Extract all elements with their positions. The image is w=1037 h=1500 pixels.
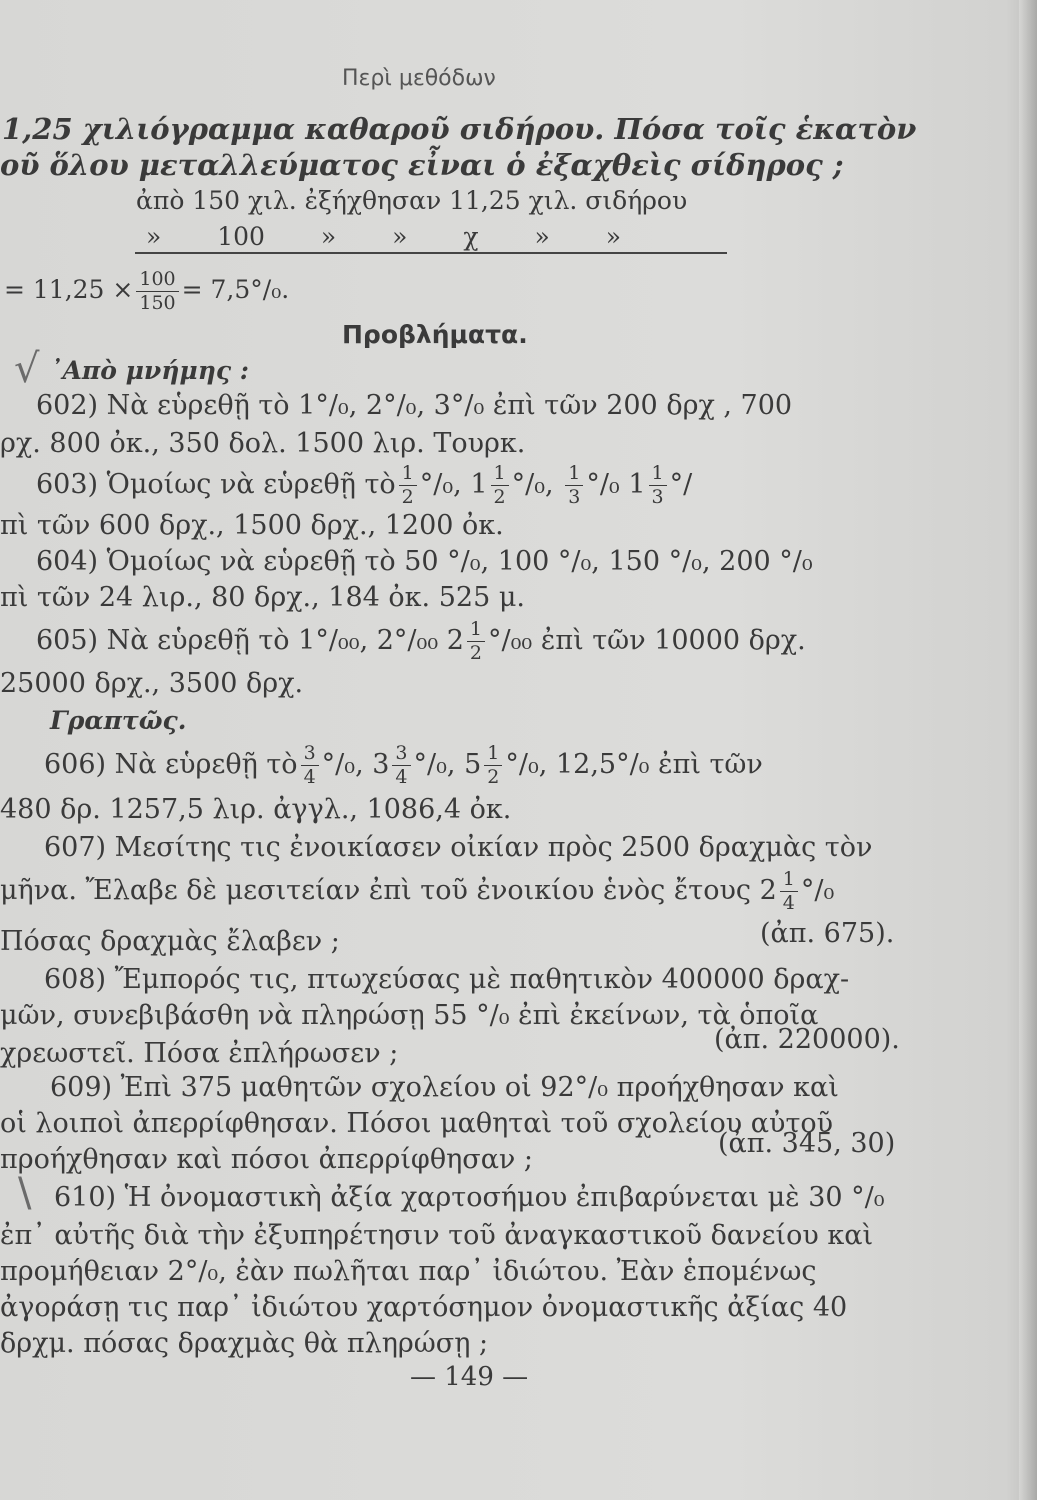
text-line: 609) Ἐπὶ 375 μαθητῶν σχολείου οἱ 92°/₀ προήχθησαν καὶ (50, 1072, 839, 1103)
text-line: 610) Ἡ ὀνομαστικὴ ἀξία χαρτοσήμου ἐπιβαρύνεται μὲ 30 °/₀ (54, 1182, 885, 1213)
fraction: $\frac{3}{4}$ (301, 744, 319, 787)
text-line: οῦ ὅλου μεταλλεύματος εἶναι ὁ ἐξαχθεὶς σίδηρος ; (0, 148, 844, 182)
answer: (ἀπ. 345, 30) (718, 1128, 896, 1159)
fraction: $\frac{1}{2}$ (467, 620, 485, 663)
text-line: » 100 » » χ » » (146, 222, 622, 251)
running-head: Περὶ μεθόδων (342, 66, 496, 91)
text-line: ἀγοράσῃ τις παρ᾿ ἰδιώτου χαρτόσημον ὀνομαστικῆς ἀξίας 40 (0, 1292, 848, 1323)
formula-right: = 7,5°/₀. (181, 275, 290, 304)
text-line: 607) Μεσίτης τις ἐνοικίασεν οἰκίαν πρὸς 2500 δραχμὰς τὸν (44, 832, 873, 863)
text-line: δρχμ. πόσας δραχμὰς θὰ πληρώσῃ ; (0, 1328, 489, 1359)
page-number: — 149 — (410, 1362, 529, 1392)
text-line: ἀπὸ 150 χιλ. ἐξήχθησαν 11,25 χιλ. σιδήρου (136, 186, 688, 215)
fraction: $\frac{1}{4}$ (780, 870, 798, 913)
text-line: μῆνα. Ἔλαβε δὲ μεσιτείαν ἐπὶ τοῦ ἐνοικίου ἑνὸς ἔτους 2 $\frac{1}{4}$ °/₀ (0, 868, 835, 914)
text-line: 606) Νὰ εὑρεθῇ τὸ $\frac{3}{4}$ °/₀, 3 $\frac{3}{4}$ °/₀, 5 $\frac{1}{2}$ °/₀, 12,5°/₀ ἐπὶ τῶν (44, 742, 763, 788)
text-line: πὶ τῶν 600 δρχ., 1500 δρχ., 1200 ὀκ. (0, 510, 504, 541)
fraction: $\frac{1}{3}$ (649, 464, 667, 507)
text-line: 25000 δρχ., 3500 δρχ. (0, 668, 304, 699)
fraction: $\frac{3}{4}$ (392, 744, 410, 787)
text-line: Πόσας δραχμὰς ἔλαβεν ; (0, 926, 340, 957)
fraction: $\frac{100}{150}$ (136, 270, 178, 313)
text-line: ρχ. 800 ὀκ., 350 δολ. 1500 λιρ. Τουρκ. (0, 428, 526, 459)
text-line: 605) Νὰ εὑρεθῇ τὸ 1°/₀₀, 2°/₀₀ 2 $\frac{1}{2}$ °/₀₀ ἐπὶ τῶν 10000 δρχ. (36, 618, 806, 664)
pencil-check-mark: \ (18, 1170, 32, 1216)
fraction: $\frac{1}{2}$ (399, 464, 417, 507)
text-line: 602) Νὰ εὑρεθῇ τὸ 1°/₀, 2°/₀, 3°/₀ ἐπὶ τῶν 200 δρχ , 700 (36, 390, 793, 421)
pencil-check-mark: √ (14, 346, 40, 392)
section-heading: Προβλήματα. (342, 320, 528, 349)
fraction: $\frac{1}{2}$ (491, 464, 509, 507)
text-line: προμήθειαν 2°/₀, ἐὰν πωλῆται παρ᾿ ἰδιώτου. Ἐὰν ἑπομένως (0, 1256, 817, 1287)
text-line: 480 δρ. 1257,5 λιρ. ἀγγλ., 1086,4 ὀκ. (0, 794, 512, 825)
subheading: Γραπτῶς. (50, 706, 187, 735)
text-line: 608) Ἔμπορός τις, πτωχεύσας μὲ παθητικὸν 400000 δραχ- (44, 964, 850, 995)
page-edge (1019, 0, 1037, 1500)
subheading: ᾿Απὸ μνήμης : (50, 356, 250, 385)
formula-left: = 11,25 × (4, 275, 134, 304)
text-line: 603) Ὁμοίως νὰ εὑρεθῇ τὸ $\frac{1}{2}$ °/₀, 1 $\frac{1}{2}$ °/₀, $\frac{1}{3}$ °/₀ 1 $\frac{1}{3}$ °/ (36, 462, 693, 508)
proportion-rule (135, 252, 727, 254)
fraction: $\frac{1}{3}$ (565, 464, 583, 507)
text-line: πὶ τῶν 24 λιρ., 80 δρχ., 184 ὀκ. 525 μ. (0, 582, 525, 613)
text-line: οἱ λοιποὶ ἀπερρίφθησαν. Πόσοι μαθηταὶ τοῦ σχολείου αὐτοῦ (0, 1108, 834, 1139)
text-line: 1,25 χιλιόγραμμα καθαροῦ σιδήρου. Πόσα τοῖς ἑκατὸν (2, 112, 917, 146)
formula-line (4, 270, 289, 313)
answer: (ἀπ. 675). (760, 918, 895, 949)
text-line: προήχθησαν καὶ πόσοι ἀπερρίφθησαν ; (0, 1144, 534, 1175)
text-line: ἐπ᾿ αὐτῆς διὰ τὴν ἐξυπηρέτησιν τοῦ ἀναγκαστικοῦ δανείου καὶ (0, 1220, 874, 1251)
text-line: χρεωστεῖ. Πόσα ἐπλήρωσεν ; (0, 1038, 399, 1069)
answer: (ἀπ. 220000). (714, 1024, 900, 1055)
text-line: 604) Ὁμοίως νὰ εὑρεθῇ τὸ 50 °/₀, 100 °/₀, 150 °/₀, 200 °/₀ (36, 546, 813, 577)
fraction: $\frac{1}{2}$ (484, 744, 502, 787)
text-line: μῶν, συνεβιβάσθη νὰ πληρώσῃ 55 °/₀ ἐπὶ ἐκείνων, τὰ ὁποῖα (0, 1000, 819, 1031)
